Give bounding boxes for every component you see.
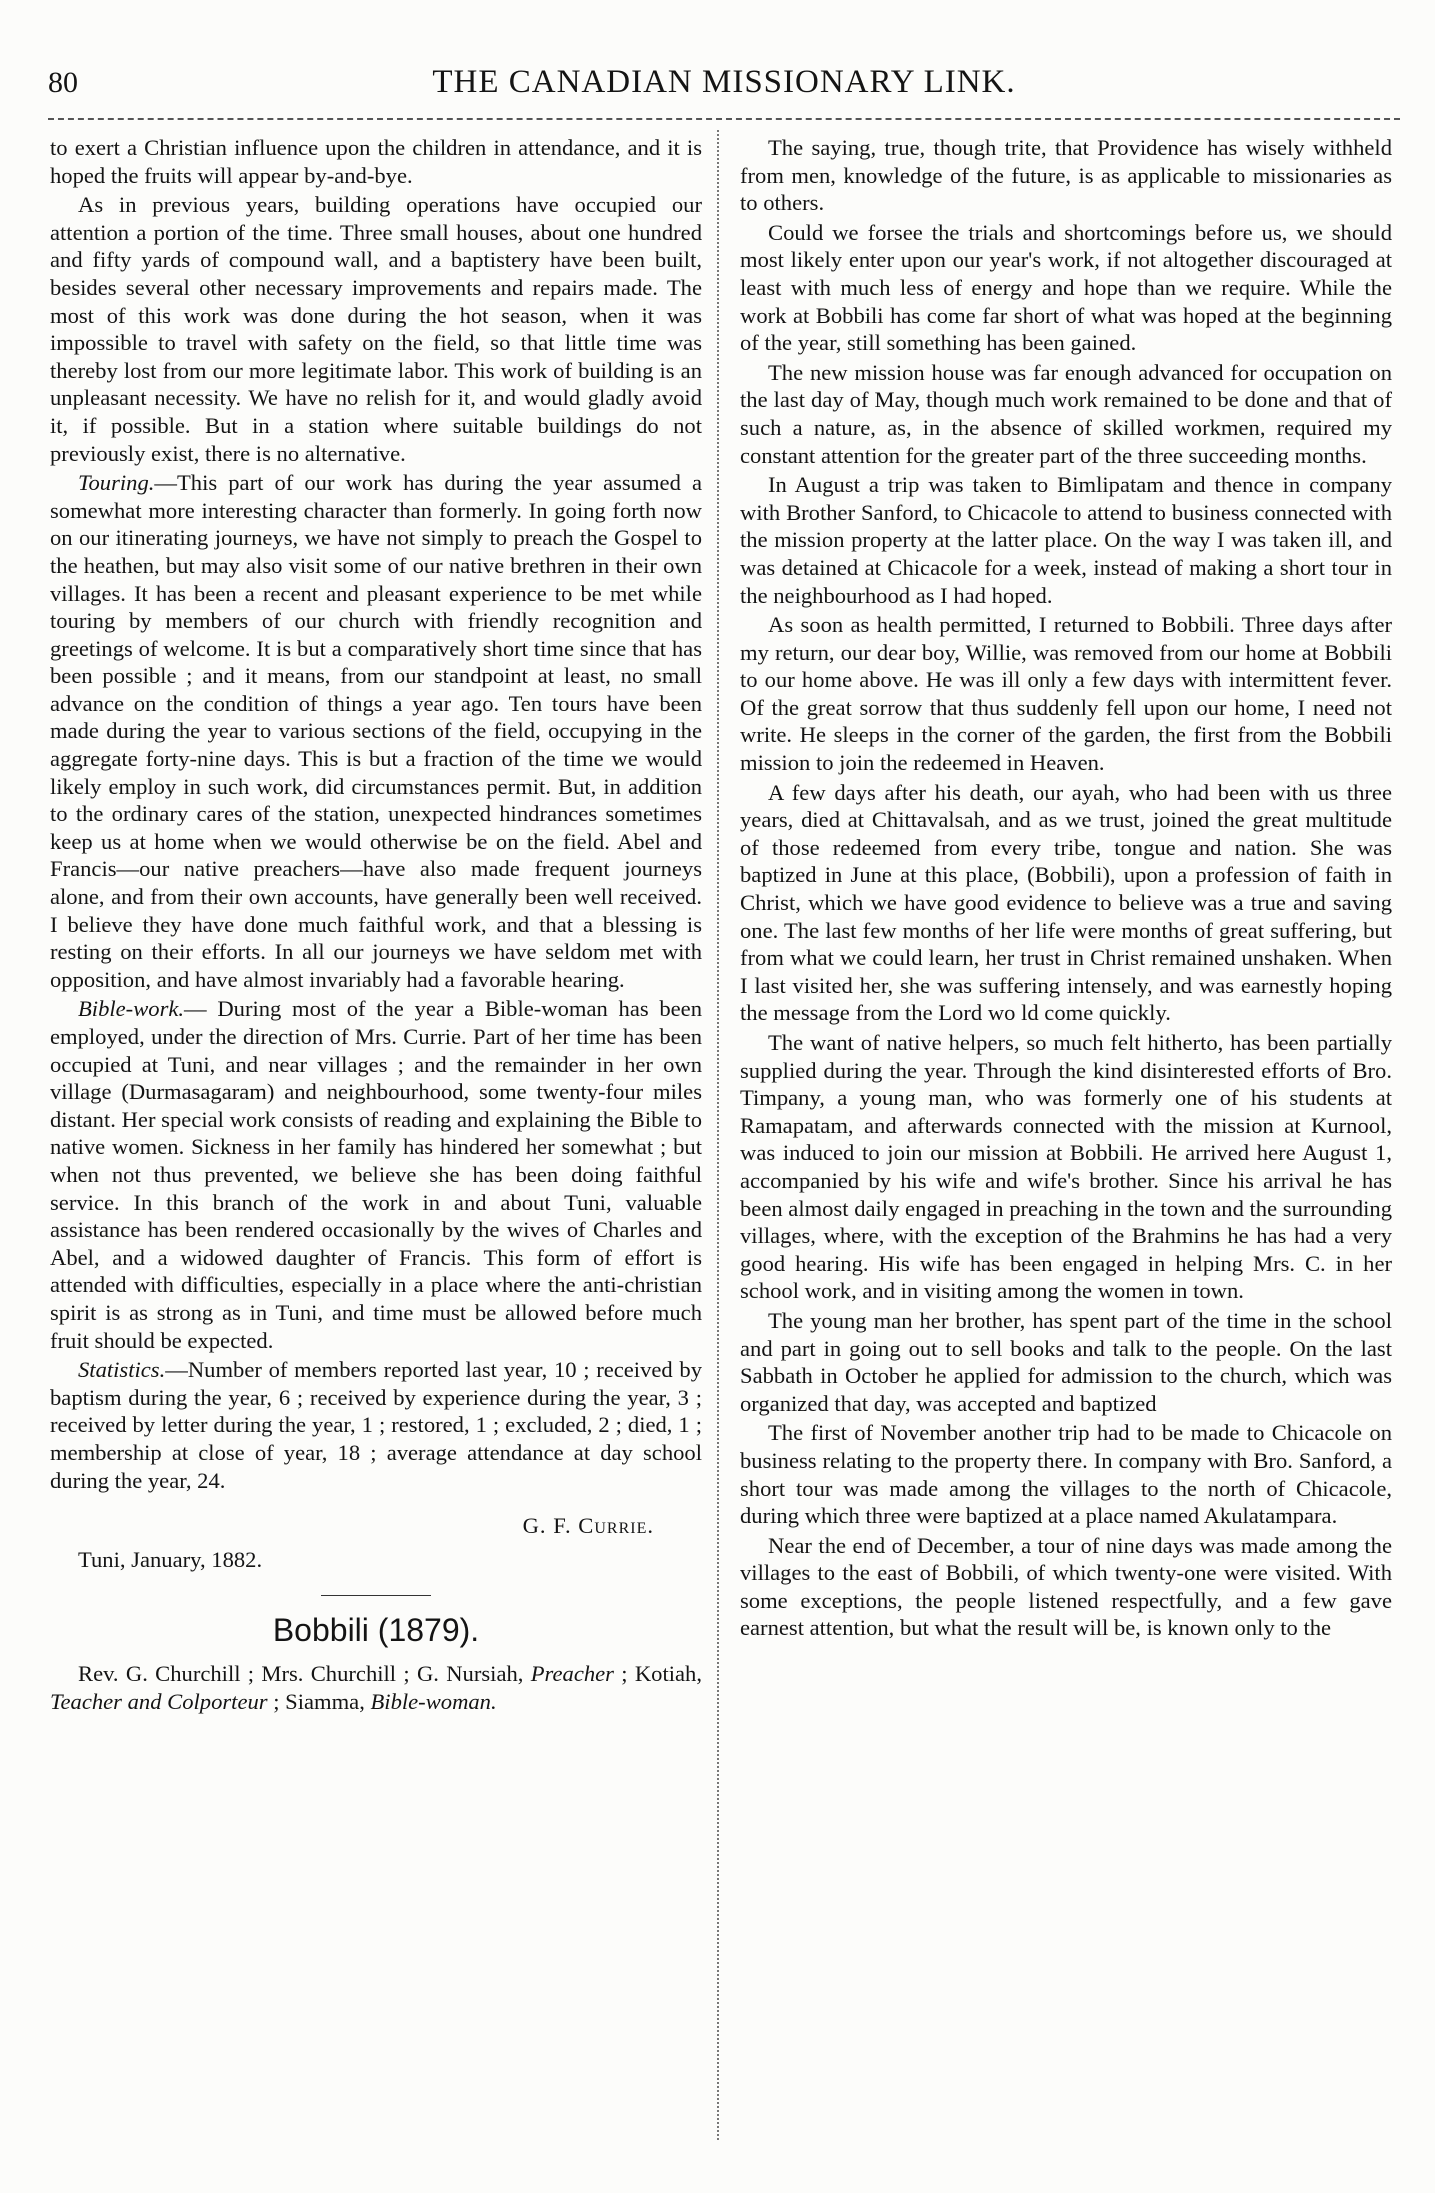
bible-work-lead: Bible-work. [78,996,185,1022]
page-header [48,62,1400,110]
touring-lead: Touring. [78,470,155,496]
role-title: Teacher and Colporteur [50,1688,268,1714]
column-divider [717,130,719,2140]
section-heading: Bobbili (1879). [272,1612,480,1649]
bible-work-text: — During most of the year a Bible-woman has been employed, under the direction of Mrs. Currie. Part of her time has been occupied at Tuni, and near villages ; and the remainder in her own village (Durmasagaram) and neighbourhood, some twenty-four miles distant. Her special work consists of reading and explaining the Bible to native women. Sickness in her family has hindered her somewhat ; but when not thus prevented, we believe she has been doing faithful service. In this branch of the work in and about Tuni, valuable assistance has been rendered occasionally by the wives of Charles and Abel, and a widowed daughter of Francis. This form of effort is attended with difficulties, especially in a place where the anti-christian spirit is as strong as in Tuni, and time must be allowed before much fruit should be expected. [50,996,702,1353]
paragraph: to exert a Christian influence upon the children in attendance, and it is hoped the fruits will appear by-and-bye. [50,135,702,188]
paragraph: As in previous years, building operations have occupied our attention a portion of the time. Three small houses, about one hundred and fifty yards of compound wall, and a baptistery have been built, besides several other necessary improvements and repairs made. The most of this work was done during the hot season, when it was impossible to travel with safety on the field, so that little time was thereby lost from our more legitimate labor. This work of building is an unpleasant necessity. We have no relish for it, and would gladly avoid it, if possible. But in a station where suitable buildings do not previously exist, there is no alternative. [50,192,702,466]
paragraph: The first of November another trip had to be made to Chicacole on business relating to the property there. In company with Bro. Sanford, a short tour was made among the villages to the north of Chicacole, during which three were baptized at a place named Akulatampara. [740,1420,1392,1529]
left-column [50,134,702,1715]
paragraph: A few days after his death, our ayah, who had been with us three years, died at Chittavalsah, and as we trust, joined the great multitude of those redeemed from every tribe, tongue and nation. She was baptized in June at this place, (Bobbili), upon a profession of faith in Christ, which we have good evidence to believe was a true and saving one. The last few months of her life were months of great suffering, but from what we could learn, her trust in Christ remained unshaken. When I last visited her, she was suffering intensely, and was earnestly hoping the message from the Lord wo ld come quickly. [740,779,1392,1026]
section-rule [321,1595,431,1596]
staff-roles [50,1660,702,1715]
dateline: Tuni, January, 1882. [78,1546,263,1572]
page-number: 80 [48,66,78,99]
roles-names: ; Kotiah, [613,1661,702,1687]
paragraph: As soon as health permitted, I returned to Bobbili. Three days after my return, our dear boy, Willie, was removed from our home at Bobbili to our home above. He was ill only a few days with intermittent fever. Of the great sorrow that thus suddenly fell upon our home, I need not write. He sleeps in the corner of the garden, the first from the Bobbili mission to join the redeemed in Heaven. [740,612,1392,776]
header-rule [48,118,1400,120]
bible-work-paragraph [50,995,702,1354]
paragraph: In August a trip was taken to Bimlipatam and thence in company with Brother Sanford, to Chicacole to attend to business connected with the mission property at the latter place. On the way I was taken ill, and was detained at Chicacole for a week, instead of making a short tour in the neighbourhood as I had hoped. [740,472,1392,608]
signature: G. F. Currie. [522,1513,654,1539]
statistics-lead: Statistics. [78,1357,166,1383]
statistics-text: —Number of members reported last year, 10 ; received by baptism during the year, 6 ; received by experience during the year, 3 ; received by letter during the year, 1 ; restored, 1 ; excluded, 2 ; died, 1 ; membership at close of year, 18 ; average attendance at day school during the year, 24. [50,1357,702,1493]
paragraph: The saying, true, though trite, that Providence has wisely withheld from men, knowledge of the future, is as applicable to missionaries as to others. [740,135,1392,216]
journal-title: THE CANADIAN MISSIONARY LINK. [432,64,1016,100]
touring-paragraph [50,469,702,993]
paragraph: The young man her brother, has spent part of the time in the school and part in going out to sell books and talk to the people. On the last Sabbath in October he applied for admission to the church, which was organized that day, was accepted and baptized [740,1307,1392,1416]
right-column [740,134,1392,1642]
paragraph: The want of native helpers, so much felt hitherto, has been partially supplied during the year. Through the kind disinterested efforts of Bro. Timpany, a young man, who was formerly one of his students at Ramapatam, and afterwards connected with the mission at Kurnool, was induced to join our mission at Bobbili. He arrived here August 1, accompanied by his wife and wife's brother. Since his arrival he has been almost daily engaged in preaching in the town and the surrounding villages, where, with the exception of the Brahmins he has had a very good hearing. His wife has been engaged in helping Mrs. C. in her school work, and in visiting among the women in town. [740,1030,1392,1304]
paragraph: Could we forsee the trials and shortcomings before us, we should most likely enter upon our year's work, if not altogether discouraged at least with much less of energy and hope than we require. While the work at Bobbili has come far short of what was hoped at the beginning of the year, still something has been gained. [740,219,1392,356]
statistics-paragraph [50,1356,702,1494]
paragraph: The new mission house was far enough advanced for occupation on the last day of May, though much work remained to be done and that of such a nature, as, in the absence of skilled workmen, required my constant attention for the greater part of the three succeeding months. [740,359,1392,468]
paragraph: Near the end of December, a tour of nine days was made among the villages to the east of Bobbili, of which twenty-one were visited. With some exceptions, the people listened respectfully, and a few gave earnest attention, but what the result will be, is known only to the [740,1532,1392,1641]
roles-names: Rev. G. Churchill ; Mrs. Churchill ; G. Nursiah, [78,1661,531,1687]
role-title: Preacher [530,1661,614,1687]
touring-text: —This part of our work has during the year assumed a somewhat more interesting character than formerly. In going forth now on our itinerating journeys, we have not simply to preach the Gospel to the heathen, but may also visit some of our native brethren in their own villages. It has been a recent and pleasant experience to be met while touring by members of our church with friendly recognition and greetings of welcome. It is but a comparatively short time since that has been possible ; and it means, from our standpoint at least, no small advance on the condition of things a year ago. Ten tours have been made during the year to various sections of the field, occupying in the aggregate forty-nine days. This is but a fraction of the time we would likely employ in such work, did circumstances permit. But, in addition to the ordinary cares of the station, unexpected hindrances sometimes keep us at home when we would otherwise be on the field. Abel and Francis—our native preachers—have also made frequent journeys alone, and from their own accounts, have generally been well received. I believe they have done much faithful work, and that a blessing is resting on their efforts. In all our journeys we have seldom met with opposition, and have almost invariably had a favorable hearing. [50,470,702,992]
role-title: Bible-woman. [370,1688,497,1714]
roles-names: ; Siamma, [267,1688,371,1714]
